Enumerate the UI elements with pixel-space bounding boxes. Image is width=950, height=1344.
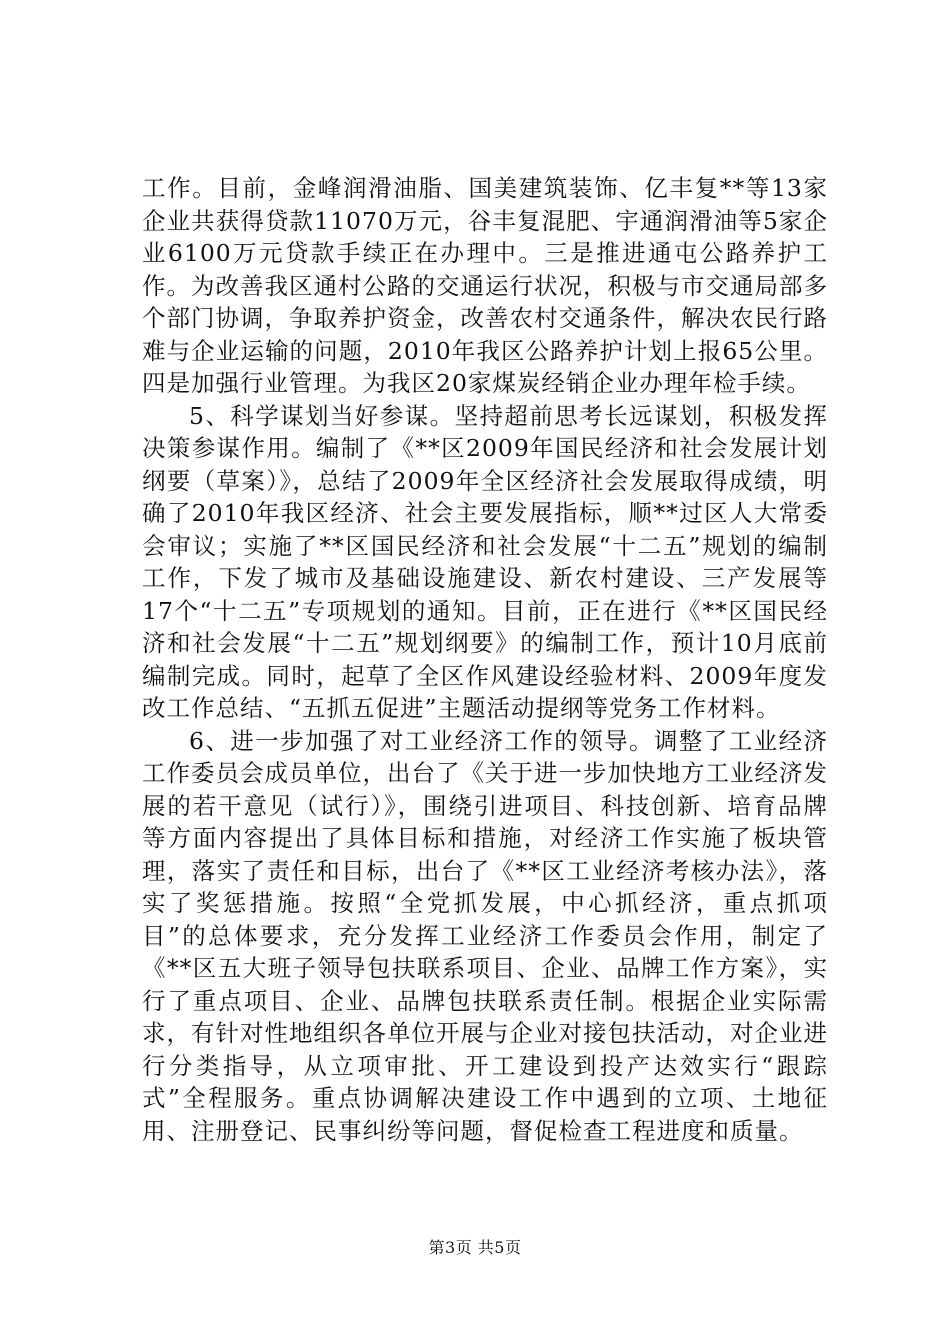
paragraph-continuation: 工作。目前，金峰润滑油脂、国美建筑装饰、亿丰复**等13家企业共获得贷款11070万元，谷丰复混肥、宇通润滑油等5家企业6100万元贷款手续正在办理中。三是推进通屯公路养护工作。为改善我区通村公路的交通运行状况，积极与市交通局部多个部门协调，争取养护资金，改善农村交通条件，解决农民行路难与企业运输的问题，2010年我区公路养护计划上报65公里。四是加强行业管理。为我区20家煤炭经销企业办理年检手续。 bbox=[142, 174, 828, 397]
document-body bbox=[142, 172, 828, 1147]
page-number-footer: 第3页 共5页 bbox=[428, 1238, 522, 1257]
paragraph-item-6: 6、进一步加强了对工业经济工作的领导。调整了工业经济工作委员会成员单位，出台了《关于进一步加快地方工业经济发展的若干意见（试行）》，围绕引进项目、科技创新、培育品牌等方面内容提出了具体目标和措施，对经济工作实施了板块管理，落实了责任和目标，出台了《**区工业经济考核办法》，落实了奖惩措施。按照“全党抓发展，中心抓经济，重点抓项目”的总体要求，充分发挥工业经济工作委员会作用，制定了《**区五大班子领导包扶联系项目、企业、品牌工作方案》，实行了重点项目、企业、品牌包扶联系责任制。根据企业实际需求，有针对性地组织各单位开展与企业对接包扶活动，对企业进行分类指导，从立项审批、开工建设到投产达效实行“跟踪式”全程服务。重点协调解决建设工作中遇到的立项、土地征用、注册登记、民事纠纷等问题，督促检查工程进度和质量。 bbox=[142, 726, 828, 1145]
paragraph-item-5: 5、科学谋划当好参谋。坚持超前思考长远谋划，积极发挥决策参谋作用。编制了《**区2009年国民经济和社会发展计划纲要（草案）》，总结了2009年全区经济社会发展取得成绩，明确了2010年我区经济、社会主要发展指标，顺**过区人大常委会审议；实施了**区国民经济和社会发展“十二五”规划的编制工作，下发了城市及基础设施建设、新农村建设、三产发展等17个“十二五”专项规划的通知。目前，正在进行《**区国民经济和社会发展“十二五”规划纲要》的编制工作，预计10月底前编制完成。同时，起草了全区作风建设经验材料、2009年度发改工作总结、“五抓五促进”主题活动提纲等党务工作材料。 bbox=[142, 401, 828, 722]
